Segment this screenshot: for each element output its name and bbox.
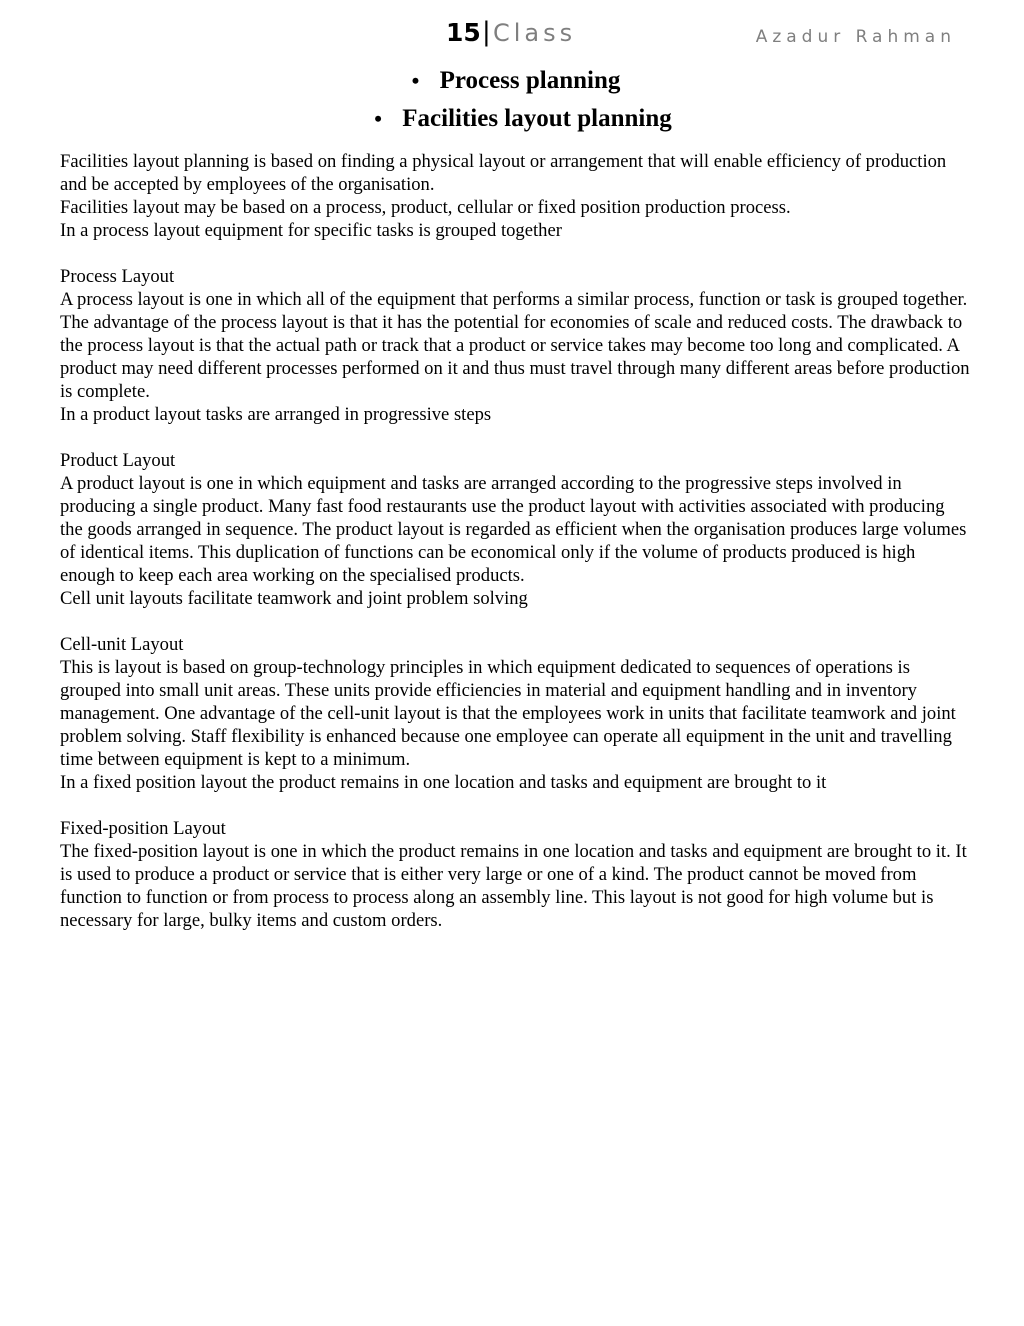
page-number: 15 — [446, 18, 481, 47]
section-heading: Cell-unit Layout — [60, 634, 184, 655]
bullet-icon: • — [411, 68, 420, 93]
section-heading: Product Layout — [60, 450, 176, 471]
header-section-label: Class — [493, 19, 577, 47]
intro-paragraph: In a process layout equipment for specific tasks is grouped together — [60, 220, 562, 241]
section-body: The fixed-position layout is one in which the product remains in one location and tasks and equipment are brought to it. It is used to produce a product or service that is either very large or one of a kind. The product cannot be moved from function to function or from process to process along an assembly line. This layout is not good for high volume but is necessary for large, bulky items and custom orders. — [60, 841, 967, 931]
paragraph-gap — [60, 794, 970, 817]
section-body: This is layout is based on group-technology principles in which equipment dedicated to sequences of operations is grouped into small unit areas. These units provide efficiencies in material and equipment handling and in inventory management. One advantage of the cell-unit layout is that the employees work in units that facilitate teamwork and joint problem solving. Staff flexibility is enhanced because one employee can operate all equipment in the unit and travelling time between equipment is kept to a minimum. — [60, 657, 956, 770]
paragraph-gap — [60, 610, 970, 633]
intro-paragraph: Facilities layout may be based on a process, product, cellular or fixed position production process. — [60, 197, 791, 218]
header-author: Azadur Rahman — [755, 27, 956, 47]
section-heading: Fixed-position Layout — [60, 818, 226, 839]
bullet-text: Process planning — [439, 67, 621, 94]
section-body: A process layout is one in which all of the equipment that performs a similar process, function or task is grouped together. The advantage of the process layout is that it has the potential for economies of scale and reduced costs. The drawback to the process layout is that the actual path or track that a product or service takes may become too long and complicated. A product may need different processes performed on it and thus must travel through many different areas before production is complete. — [60, 289, 970, 402]
section-heading: Process Layout — [60, 266, 175, 287]
bullet-text: Facilities layout planning — [402, 105, 672, 132]
paragraph-gap — [60, 242, 970, 265]
header-separator: | — [482, 17, 491, 47]
bullet-icon: • — [374, 106, 382, 131]
page-header — [0, 18, 1024, 54]
section-note: In a product layout tasks are arranged in progressive steps — [60, 404, 492, 425]
topic-bullet-list — [0, 62, 1024, 138]
section-note: In a fixed position layout the product remains in one location and tasks and equipment are brought to it — [60, 772, 827, 793]
bullet-item — [0, 62, 1024, 100]
paragraph-gap — [60, 426, 970, 449]
section-note: Cell unit layouts facilitate teamwork and joint problem solving — [60, 588, 528, 609]
section-body: A product layout is one in which equipment and tasks are arranged according to the progressive steps involved in producing a single product. Many fast food restaurants use the product layout with activities associated with producing the goods arranged in sequence. The product layout is regarded as efficient when the organisation produces large volumes of identical items. This duplication of functions can be economical only if the volume of products produced is high enough to keep each area working on the specialised products. — [60, 473, 967, 586]
bullet-item — [0, 100, 1024, 138]
intro-paragraph: Facilities layout planning is based on finding a physical layout or arrangement that will enable efficiency of production and be accepted by employees of the organisation. — [60, 151, 947, 195]
document-body — [60, 150, 970, 932]
